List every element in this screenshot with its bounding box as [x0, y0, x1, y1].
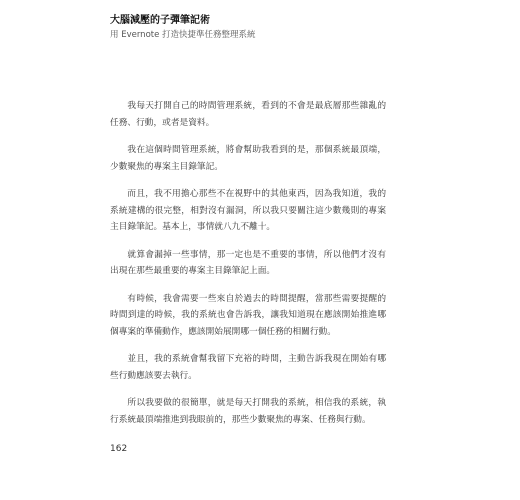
book-subtitle: 用 Evernote 打造快捷準任務整理系統: [110, 30, 256, 40]
paragraph: 所以我要做的很簡單，就是每天打開我的系統，相信我的系統，執行系統最頂端推進到我眼前的，那些少數聚焦的專案、任務與行動。: [110, 398, 386, 425]
body-text: [110, 98, 386, 439]
paragraph: 我在這個時間管理系統，將會幫助我看到的是，那個系統最頂端，少數聚焦的專案主目錄筆記。: [110, 145, 386, 172]
running-header: [110, 14, 410, 41]
paragraph: 並且，我的系統會幫我留下充裕的時間，主動告訴我現在開始有哪些行動應該要去執行。: [110, 354, 386, 381]
page-number: 162: [110, 444, 128, 454]
paragraph: 就算會漏掉一些事情，那一定也是不重要的事情，所以他們才沒有出現在那些最重要的專案主目錄筆記上面。: [110, 249, 386, 276]
paragraph: 而且，我不用擔心那些不在視野中的其他東西，因為我知道，我的系統建構的很完整，相對沒有漏洞，所以我只要關注這少數幾則的專案主目錄筆記。基本上，事情就八九不離十。: [110, 189, 386, 232]
paragraph: 我每天打開自己的時間管理系統，看到的不會是最底層那些雜亂的任務、行動，或者是資料。: [110, 101, 386, 128]
paragraph: 有時候，我會需要一些來自於過去的時間提醒，當那些需要提醒的時間到達的時候，我的系統也會告訴我，讓我知道現在應該開始推進哪個專案的準備動作，應該開始展開哪一個任務的相關行動。: [110, 293, 386, 337]
book-title: 大腦減壓的子彈筆記術: [110, 15, 210, 26]
